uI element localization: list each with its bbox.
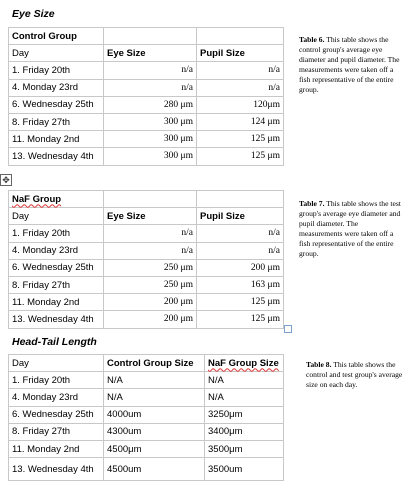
cell-eye: 300 μm [104,113,197,130]
cell-naf: N/A [205,389,284,406]
cell-pupil: 124 μm [197,113,284,130]
cell-eye: 200 μm [104,311,197,328]
table-row [9,62,284,79]
cell-day: 11. Monday 2nd [9,440,104,457]
cell-pupil: n/a [197,242,284,259]
table-row [9,389,284,406]
cell-day: 4. Monday 23rd [9,242,104,259]
cell-day: 1. Friday 20th [9,372,104,389]
cell-pupil: 125 μm [197,148,284,165]
naf-group-title: NaF Group [9,191,104,208]
table-header-row [9,45,284,62]
header-day: Day [9,45,104,62]
table-row [9,113,284,130]
table-header-row [9,355,284,372]
cell-eye: n/a [104,225,197,242]
caption-label: Table 8. [306,360,332,369]
header-day: Day [9,208,104,225]
cell-day: 8. Friday 27th [9,423,104,440]
header-eye-size: Eye Size [104,45,197,62]
table-row [9,259,284,276]
cell-pupil: 125 μm [197,294,284,311]
header-pupil-size: Pupil Size [197,208,284,225]
cell-pupil: n/a [197,62,284,79]
table-row [9,294,284,311]
cell-day: 11. Monday 2nd [9,294,104,311]
cell-eye: n/a [104,62,197,79]
control-group-title: Control Group [9,28,104,45]
cell-pupil: 125 μm [197,311,284,328]
cell-eye: n/a [104,242,197,259]
cell-day: 1. Friday 20th [9,225,104,242]
table-row [9,225,284,242]
table-move-handle-icon[interactable]: ✥ [0,174,12,186]
caption-text: This table shows the control and test group's average size on each day. [306,360,403,389]
table-row [9,131,284,148]
cell-eye: 250 μm [104,259,197,276]
cell-day: 13. Wednesday 4th [9,458,104,481]
cell-day: 4. Monday 23rd [9,389,104,406]
table-6-caption [299,35,403,95]
cell-eye: 300 μm [104,148,197,165]
cell-day: 4. Monday 23rd [9,79,104,96]
cell-day: 1. Friday 20th [9,62,104,79]
cell-pupil: 125 μm [197,131,284,148]
cell-day: 6. Wednesday 25th [9,259,104,276]
header-pupil-size: Pupil Size [197,45,284,62]
cell-naf: 3250μm [205,406,284,423]
cell-pupil: 120μm [197,96,284,113]
header-day: Day [9,355,104,372]
cell-day: 13. Wednesday 4th [9,148,104,165]
cell-control: N/A [104,372,205,389]
table-row [9,406,284,423]
cell-pupil: 200 μm [197,259,284,276]
cell-naf: 3400μm [205,423,284,440]
naf-group-table [8,190,284,329]
control-group-table [8,27,284,166]
table-title-row [9,28,284,45]
cell-eye: 250 μm [104,276,197,293]
caption-label: Table 7. [299,199,325,208]
cell-control: 4000um [104,406,205,423]
cell-control: 4500um [104,458,205,481]
table-row [9,148,284,165]
cell-eye: 200 μm [104,294,197,311]
table-row [9,96,284,113]
cell-eye: 300 μm [104,131,197,148]
table-header-row [9,208,284,225]
cell-day: 11. Monday 2nd [9,131,104,148]
caption-text: This table shows the test group's average eye diameter and pupil diameter. The measurements were taken off a fish representative of the entire group. [299,199,401,258]
cell-naf: 3500μm [205,440,284,457]
cell-day: 13. Wednesday 4th [9,311,104,328]
table-row [9,440,284,457]
cell-pupil: n/a [197,79,284,96]
cell-day: 6. Wednesday 25th [9,96,104,113]
cell-naf: 3500um [205,458,284,481]
table-resize-handle[interactable] [284,325,292,333]
table-row [9,276,284,293]
header-naf-size: NaF Group Size [205,355,284,372]
caption-text: This table shows the control group's average eye diameter and pupil diameter. The measurements were taken off a fish representative of the entire group. [299,35,400,94]
cell-day: 8. Friday 27th [9,113,104,130]
table-row [9,79,284,96]
header-eye-size: Eye Size [104,208,197,225]
eye-size-heading: Eye Size [12,8,55,20]
header-control-size: Control Group Size [104,355,205,372]
cell-pupil: n/a [197,225,284,242]
cell-naf: N/A [205,372,284,389]
head-tail-table [8,354,284,481]
cell-eye: n/a [104,79,197,96]
table-row [9,458,284,481]
cell-eye: 280 μm [104,96,197,113]
cell-control: 4500μm [104,440,205,457]
cell-day: 8. Friday 27th [9,276,104,293]
cell-control: 4300um [104,423,205,440]
cell-pupil: 163 μm [197,276,284,293]
table-title-row [9,191,284,208]
table-7-caption [299,199,403,259]
head-tail-length-heading: Head-Tail Length [12,336,97,348]
table-8-caption [306,360,408,390]
caption-label: Table 6. [299,35,325,44]
cell-day: 6. Wednesday 25th [9,406,104,423]
cell-control: N/A [104,389,205,406]
table-row [9,311,284,328]
table-row [9,423,284,440]
table-row [9,242,284,259]
table-row [9,372,284,389]
